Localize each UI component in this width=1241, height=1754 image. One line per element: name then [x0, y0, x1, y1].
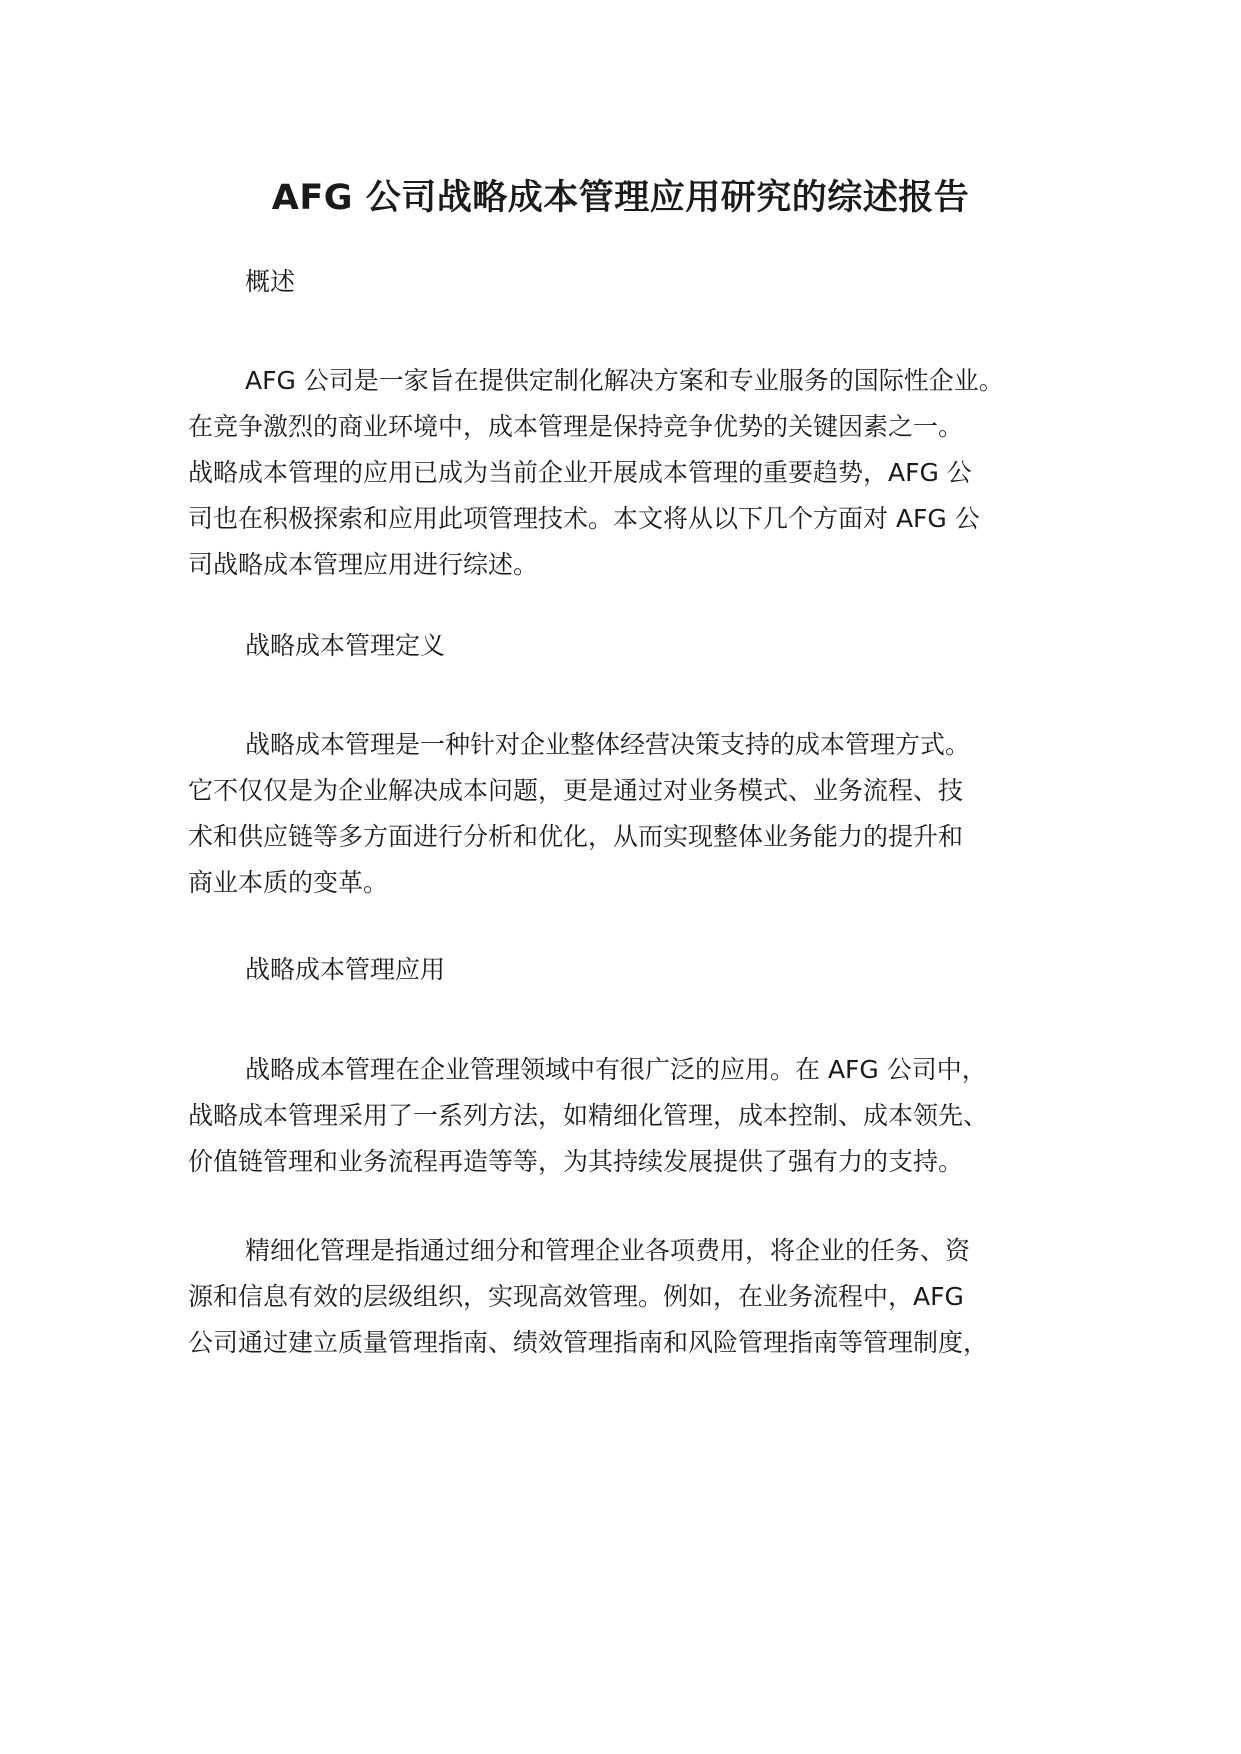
paragraph-line: 它不仅仅是为企业解决成本问题，更是通过对业务模式、业务流程、技 [188, 776, 964, 805]
paragraph-definition [188, 722, 1088, 906]
paragraph-line: 在竞争激烈的商业环境中，成本管理是保持竞争优势的关键因素之一。 [188, 412, 964, 441]
paragraph-line: 司战略成本管理应用进行综述。 [188, 550, 539, 579]
section-heading-definition: 战略成本管理定义 [245, 631, 446, 660]
paragraph-line: AFG 公司是一家旨在提供定制化解决方案和专业服务的国际性企业。 [245, 366, 1004, 395]
paragraph-application [188, 1047, 1088, 1185]
document-title: AFG 公司战略成本管理应用研究的综述报告 [271, 178, 970, 218]
paragraph-line: 价值链管理和业务流程再造等等，为其持续发展提供了强有力的支持。 [188, 1147, 964, 1176]
paragraph-line: 术和供应链等多方面进行分析和优化，从而实现整体业务能力的提升和 [188, 822, 964, 851]
section-heading-application: 战略成本管理应用 [245, 955, 446, 984]
section-heading-overview: 概述 [245, 267, 296, 296]
paragraph-line: 精细化管理是指通过细分和管理企业各项费用，将企业的任务、资 [245, 1236, 971, 1265]
paragraph-line: 商业本质的变革。 [188, 868, 389, 897]
paragraph-overview [188, 358, 1088, 588]
paragraph-line: 源和信息有效的层级组织，实现高效管理。例如，在业务流程中，AFG [188, 1282, 964, 1311]
paragraph-line: 战略成本管理采用了一系列方法，如精细化管理，成本控制、成本领先、 [188, 1101, 989, 1130]
paragraph-line: 战略成本管理的应用已成为当前企业开展成本管理的重要趋势，AFG 公 [188, 458, 972, 487]
paragraph-refined-management [188, 1228, 1088, 1366]
paragraph-line: 战略成本管理是一种针对企业整体经营决策支持的成本管理方式。 [245, 730, 971, 759]
paragraph-line: 司也在积极探索和应用此项管理技术。本文将从以下几个方面对 AFG 公 [188, 504, 980, 533]
paragraph-line: 公司通过建立质量管理指南、绩效管理指南和风险管理指南等管理制度， [188, 1328, 989, 1357]
paragraph-line: 战略成本管理在企业管理领域中有很广泛的应用。在 AFG 公司中， [245, 1055, 987, 1084]
